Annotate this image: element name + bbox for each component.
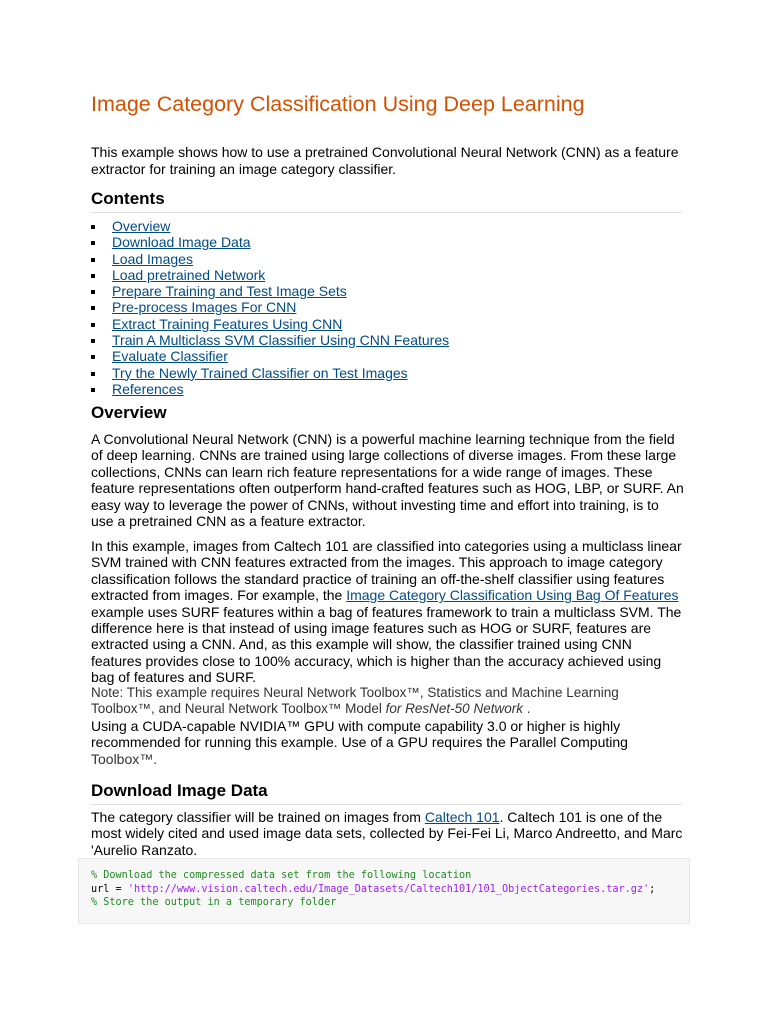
bag-of-features-link[interactable]: Image Category Classification Using Bag Of Features (346, 587, 679, 604)
toc-link-overview[interactable]: Overview (112, 218, 171, 234)
note-italic-text: for ResNet-50 Network (385, 701, 523, 717)
code-variable: url = (91, 883, 128, 895)
note-text: Using a CUDA-capable NVIDIA™ GPU with compute capability 3.0 or higher is highly recommended for running this example. Use of a GPU requires the Parallel Computing (91, 718, 628, 751)
contents-heading: Contents (91, 189, 681, 213)
caltech-101-link[interactable]: Caltech 101 (424, 809, 500, 825)
overview-paragraph-1: A Convolutional Neural Network (CNN) is a powerful machine learning technique from the field of deep learning. CNNs are trained using large collections of diverse images. From these large collections, CNNs can learn rich feature representations for a wide range of images. These feature representations often outperform hand-crafted features such as HOG, LBP, or SURF. An easy way to leverage the power of CNNs, without investing time and effort into training, is to use a pretrained CNN as a feature extractor. (91, 431, 684, 530)
paragraph-text: In this example, images from Caltech 101 are classified into categories using a multiclass linear SVM trained with CNN features extracted from the images. This approach to image category classification follows the standard practice of training an off-the-shelf classifier using features extracted from images. For example, the (91, 538, 682, 604)
toc-link-evaluate[interactable]: Evaluate Classifier (112, 348, 228, 365)
requirements-note (91, 685, 685, 718)
code-comment: % Download the compressed data set from the following location (91, 870, 472, 881)
toc-item (91, 365, 449, 381)
toc-item (91, 283, 449, 299)
toc-item (91, 316, 449, 332)
toc-item (91, 348, 449, 364)
code-block (78, 858, 690, 924)
code-semicolon: ; (649, 883, 656, 895)
paragraph-text: . Caltech 101 is one of the most widely cited and used image data sets, collected by Fei-Fei Li, Marco Andreetto, and Marc 'Aurelio Ranzato. (91, 809, 683, 858)
page-title: Image Category Classification Using Deep Learning (91, 92, 585, 116)
toc-link-try-classifier[interactable]: Try the Newly Trained Classifier on Test Images (112, 364, 408, 381)
toc-item (91, 381, 449, 397)
overview-heading: Overview (91, 403, 167, 422)
gpu-note (91, 718, 685, 767)
note-text: . (522, 701, 531, 717)
download-heading: Download Image Data (91, 781, 681, 805)
code-string: 'http://www.vision.caltech.edu/Image_Datasets/Caltech101/101_ObjectCategories.tar.gz' (127, 883, 650, 895)
toc-item (91, 332, 449, 348)
toc-link-references[interactable]: References (112, 380, 184, 397)
toc-link-preprocess[interactable]: Pre-process Images For CNN (112, 299, 297, 316)
toc-item (91, 251, 449, 267)
paragraph-text: example uses SURF features within a bag of features framework to train a multiclass SVM. The difference here is that instead of using image features such as HOG or SURF, features are extracted using a CNN. And, as this example will show, the classifier trained using CNN features provides close to 100% accuracy, which is higher than the accuracy achieved using bag of features and SURF. (91, 603, 682, 686)
toc-link-prepare-sets[interactable]: Prepare Training and Test Image Sets (112, 283, 347, 300)
toc-link-train-svm[interactable]: Train A Multiclass SVM Classifier Using CNN Features (112, 332, 450, 349)
toc-item (91, 267, 449, 283)
paragraph-text: The category classifier will be trained on images from (91, 809, 425, 825)
overview-paragraph-2 (91, 538, 685, 686)
table-of-contents (91, 218, 449, 397)
toc-item (91, 299, 449, 315)
toc-item (91, 218, 449, 234)
toc-item (91, 234, 449, 250)
code-comment: % Store the output in a temporary folder (91, 897, 337, 908)
toc-link-extract-features[interactable]: Extract Training Features Using CNN (112, 315, 343, 332)
download-paragraph (91, 809, 685, 858)
toc-link-download-image-data[interactable]: Download Image Data (112, 234, 251, 251)
note-text: Toolbox™. (91, 750, 158, 767)
toc-link-load-images[interactable]: Load Images (112, 250, 193, 267)
intro-paragraph: This example shows how to use a pretrained Convolutional Neural Network (CNN) as a feature extractor for training an image category classifier. (91, 144, 679, 177)
note-text: Note: This example requires Neural Network Toolbox™, Statistics and Machine Learning Toolbox™, and Neural Network Toolbox™ Model (91, 685, 619, 717)
toc-link-load-pretrained-network[interactable]: Load pretrained Network (112, 266, 266, 283)
